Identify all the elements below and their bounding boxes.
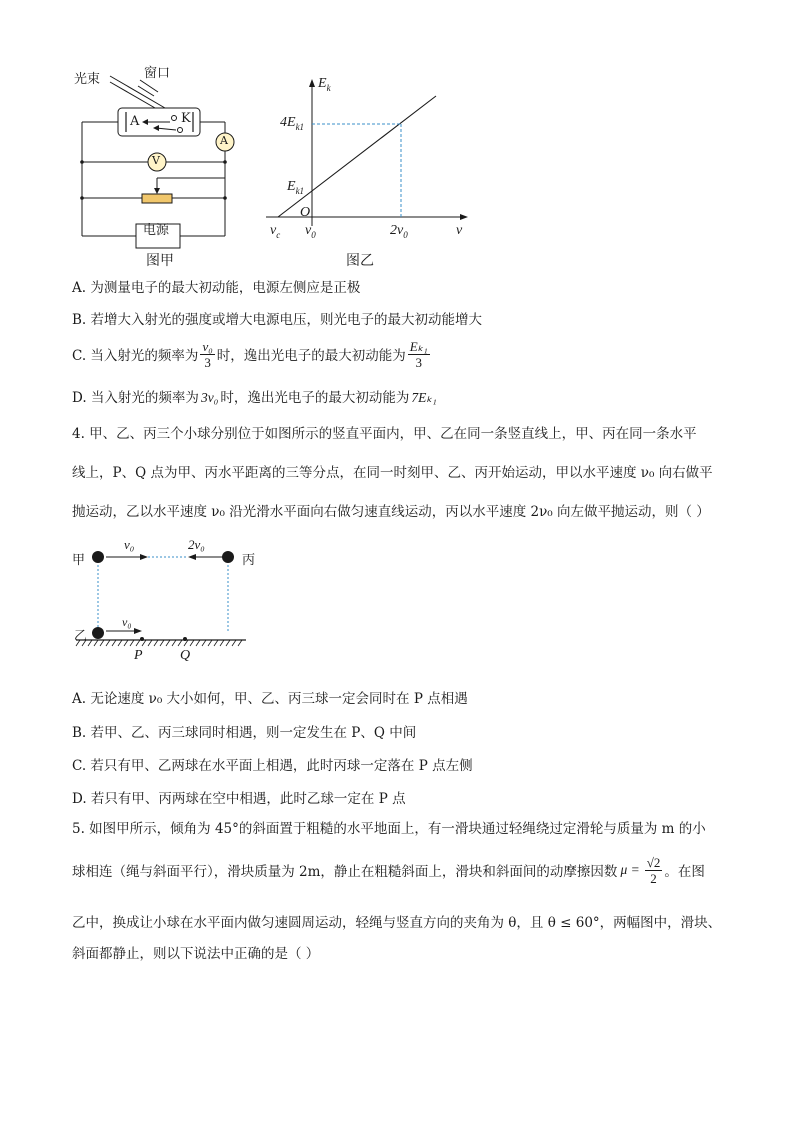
tick-2nu-0: $2\nu_0$ [390,223,408,240]
q3-option-b: B. 若增大入射光的强度或增大电源电压，则光电子的最大初动能增大 [72,312,483,328]
q4-stem-line-3: 抛运动，乙以水平速度 ν₀ 沿光滑水平面向右做匀速直线运动，丙以水平速度 2ν₀ 向左做平抛运动，则（ ） [72,504,710,520]
ammeter-label: A [220,134,228,147]
q4-stem-line-1: 4. 甲、乙、丙三个小球分别位于如图所示的竖直平面内，甲、乙在同一条竖直线上，甲、丙在同一条水平 [72,426,697,442]
ball-jia [92,551,104,563]
label-anode: A [130,114,140,129]
label-light-beam: 光束 [74,72,101,87]
power-supply-label: 电源 [143,223,170,238]
ground-hatching [76,640,242,646]
label-bing: 丙 [242,553,256,568]
tick-nu-c: $\nu_c$ [270,223,281,240]
q4-option-d: D. 若只有甲、丙两球在空中相遇，此时乙球一定在 P 点 [72,791,406,807]
point-p [140,637,144,641]
fraction-root2-over-2: $\frac{√2}{2}$ [646,854,661,886]
label-q: Q [180,648,191,663]
rheostat [142,194,172,203]
fraction-ek1-over-3: $\frac{\text{Eₖ₁}}{3}$ [409,338,428,370]
q5-stem-line-3: 乙中，换成让小球在水平面内做匀速圆周运动，轻绳与竖直方向的夹角为 θ，且 θ ≤ 60°，两幅图中，滑块、 [72,915,722,931]
ek-nu-graph [262,76,472,236]
q3-option-c: C. 当入射光的频率为 $\frac{\text{ν₀}}{3}$ 时，逸出光电子的最大初动能为 $\frac{\text{Eₖ₁}}{3}$ [72,338,428,370]
figure-yi-caption: 图乙 [346,253,374,269]
y-axis-label: $E_k$ [318,76,331,93]
mu-symbol: μ = [620,862,640,877]
label-v0-bottom: ν₀ [122,615,132,629]
label-jia: 甲 [72,553,86,568]
tick-4ek1: $4E_{k1}$ [280,115,305,132]
x-axis-label: ν [456,223,463,238]
q3-option-a: A. 为测量电子的最大初动能，电源左侧应是正极 [72,280,361,296]
q4-figure [70,535,260,660]
label-window: 窗口 [144,66,171,81]
tick-ek1: $E_{k1}$ [287,179,305,196]
label-2v0-top: 2ν₀ [188,537,205,552]
q3-option-d: D. 当入射光的频率为 3ν₀ 时，逸出光电子的最大初动能为 7Eₖ₁ [72,390,437,406]
q4-option-c: C. 若只有甲、乙两球在水平面上相遇，此时丙球一定落在 P 点左侧 [72,758,473,774]
voltmeter-label: V [152,154,160,167]
label-yi: 乙 [74,629,88,644]
q5-stem-line-1: 5. 如图甲所示，倾角为 45°的斜面置于粗糙的水平地面上，有一滑块通过轻绳绕过定滑轮与质量为 m 的小 [72,821,706,837]
figure-jia-caption: 图甲 [146,253,174,269]
q5-stem-line-2: 球相连（绳与斜面平行），滑块质量为 2m，静止在粗糙斜面上，滑块和斜面间的动摩擦因数 μ = $\frac{√2}{2}$ 。在图 [72,854,705,886]
fraction-nu0-over-3: $\frac{\text{ν₀}}{3}$ [202,338,213,370]
q4-option-b: B. 若甲、乙、丙三球同时相遇，则一定发生在 P、Q 中间 [72,725,417,741]
label-p: P [134,648,143,663]
label-v0-top: ν₀ [124,537,135,552]
ball-yi [92,627,104,639]
ball-bing [222,551,234,563]
label-cathode: K [181,111,191,126]
circuit-figure [70,58,270,270]
point-q [183,637,187,641]
q4-option-a: A. 无论速度 ν₀ 大小如何，甲、乙、丙三球一定会同时在 P 点相遇 [72,691,468,707]
q4-stem-line-2: 线上，P、Q 点为甲、丙水平距离的三等分点，在同一时刻甲、乙、丙开始运动，甲以水平速度 ν₀ 向右做平 [72,465,713,481]
q5-stem-line-4: 斜面都静止，则以下说法中正确的是（ ） [72,946,320,962]
origin-label: O [300,205,311,220]
tick-nu-0: $\nu_0$ [305,223,316,240]
